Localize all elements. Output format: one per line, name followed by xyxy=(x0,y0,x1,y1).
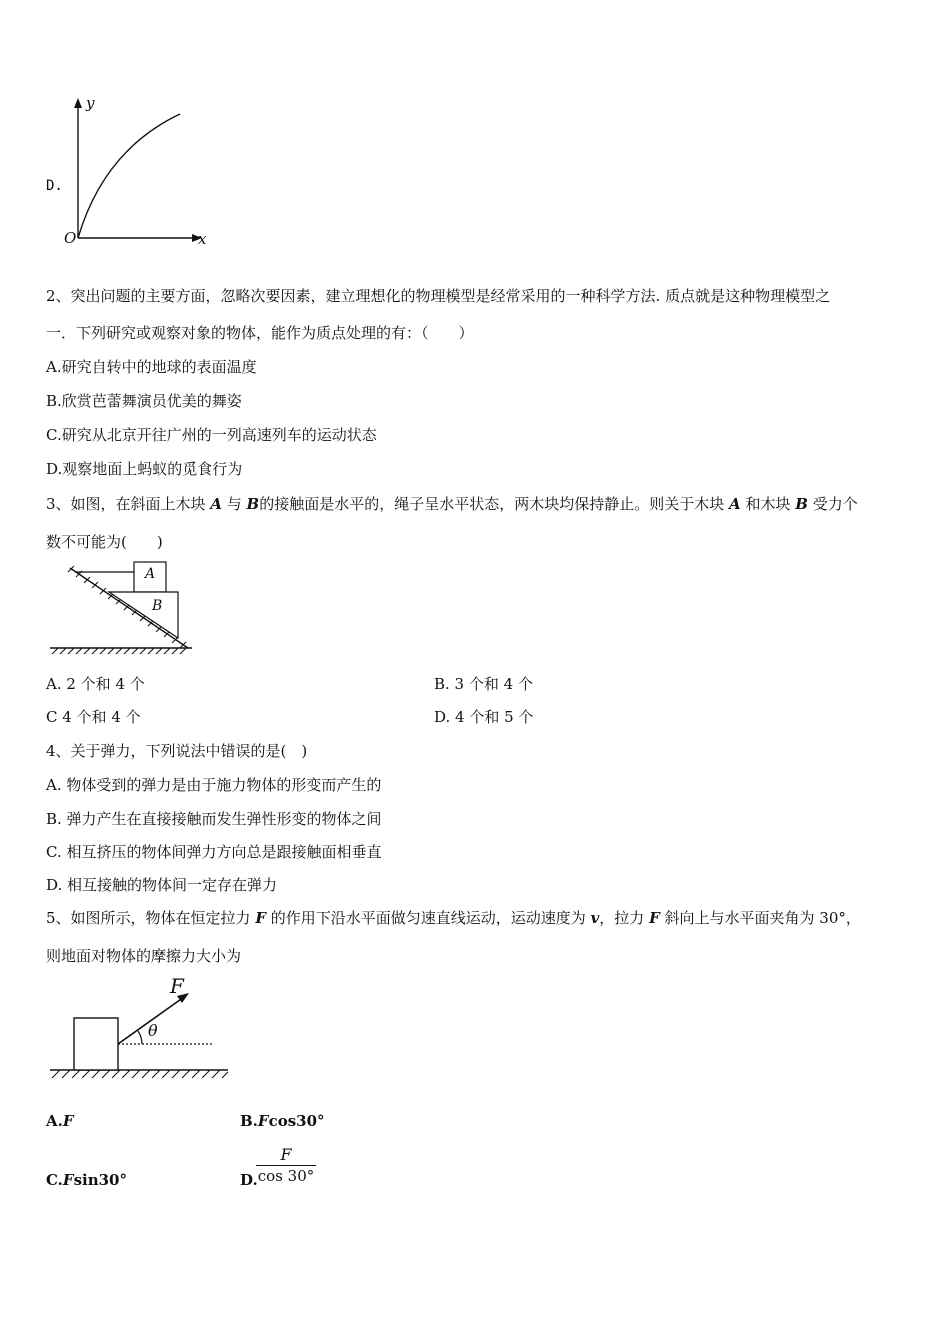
q3-stem-part3: 的接触面是水平的，绳子呈水平状态，两木块均保持静止。则关于木块 xyxy=(259,495,725,513)
q3-var-b: B xyxy=(246,495,260,513)
q5-angle-arc xyxy=(138,1031,142,1044)
q3-stem-part2: 与 xyxy=(226,495,242,513)
q3-figure-label-a: A xyxy=(145,566,156,582)
q5-ground-hatch xyxy=(52,1070,228,1078)
q5-option-b-rest: cos30° xyxy=(268,1112,325,1130)
q3-option-b: B. 3 个和 4 个 xyxy=(434,675,533,693)
q4-option-d: D. 相互接触的物体间一定存在弹力 xyxy=(46,876,278,894)
q4-stem: 4、关于弹力，下列说法中错误的是( ) xyxy=(46,742,308,760)
q5-var-f: F xyxy=(255,909,266,927)
q1-y-arrow xyxy=(74,98,82,108)
q3-var-a: A xyxy=(210,495,222,513)
q4-option-a: A. 物体受到的弹力是由于施力物体的形变而产生的 xyxy=(46,776,382,794)
q5-option-d-denominator: cos 30° xyxy=(257,1167,315,1185)
q2-option-a: A.研究自转中的地球的表面温度 xyxy=(46,358,257,376)
q2-stem-line1: 2、突出问题的主要方面，忽略次要因素，建立理想化的物理模型是经常采用的一种科学方法. 质点就是这种物理模型之 xyxy=(46,287,831,305)
q5-option-a xyxy=(46,1112,74,1130)
q5-stem-part1: 5、如图所示，物体在恒定拉力 xyxy=(46,909,251,927)
q3-option-d: D. 4 个和 5 个 xyxy=(434,708,534,726)
q2-option-c: C.研究从北京开往广州的一列高速列车的运动状态 xyxy=(46,426,377,444)
q3-var-a-2: A xyxy=(729,495,741,513)
q5-option-c-label: C. xyxy=(46,1171,63,1189)
q5-option-b xyxy=(240,1112,325,1130)
q5-option-c-rest: sin30° xyxy=(73,1171,127,1189)
q1-y-axis-label: y xyxy=(86,94,95,112)
q5-option-a-label: A. xyxy=(46,1112,63,1130)
q2-option-b: B.欣赏芭蕾舞演员优美的舞姿 xyxy=(46,392,242,410)
q5-option-d-numerator: F xyxy=(280,1145,292,1164)
q1-graph xyxy=(60,92,220,252)
q3-stem-part1: 3、如图，在斜面上木块 xyxy=(46,495,206,513)
q5-option-d-fraction xyxy=(256,1145,316,1186)
q3-stem-part4: 和木块 xyxy=(745,495,791,513)
q3-figure xyxy=(46,560,196,656)
q5-block xyxy=(74,1018,118,1070)
q5-option-b-label: B. xyxy=(240,1112,258,1130)
q5-option-b-var: F xyxy=(257,1112,269,1130)
q5-stem-part2: 的作用下沿水平面做匀速直线运动，运动速度为 xyxy=(270,909,586,927)
q5-figure-label-f: F xyxy=(170,974,184,998)
q2-stem-line2: 一．下列研究或观察对象的物体，能作为质点处理的有：（ ） xyxy=(46,324,474,342)
q1-curve xyxy=(78,114,180,238)
q1-x-axis-label: x xyxy=(198,230,207,248)
q5-option-c xyxy=(46,1171,127,1189)
q3-stem-line1 xyxy=(46,493,858,514)
q5-option-a-expr: F xyxy=(62,1112,74,1130)
q4-option-b: B. 弹力产生在直接接触而发生弹性形变的物体之间 xyxy=(46,810,382,828)
q5-stem-part4: 斜向上与水平面夹角为 30°， xyxy=(664,909,861,927)
q5-stem-line1 xyxy=(46,907,861,928)
q1-origin-label: O xyxy=(64,229,77,247)
q5-figure xyxy=(46,975,236,1085)
q5-figure-label-theta: θ xyxy=(148,1021,158,1040)
q5-stem-part3: ，拉力 xyxy=(599,909,645,927)
q3-ground-hatch xyxy=(52,648,186,654)
q3-stem-part5: 受力个 xyxy=(812,495,858,513)
q3-block-b xyxy=(109,592,178,638)
q1-option-d-label: D. xyxy=(46,178,63,194)
q3-option-a: A. 2 个和 4 个 xyxy=(46,675,145,693)
q2-option-d: D.观察地面上蚂蚁的觅食行为 xyxy=(46,460,243,478)
q3-stem-line2: 数不可能为( ) xyxy=(46,533,163,551)
q5-option-d-label: D. xyxy=(240,1171,258,1189)
q3-figure-label-b: B xyxy=(152,598,163,614)
q5-option-c-var: F xyxy=(62,1171,74,1189)
q5-stem-line2: 则地面对物体的摩擦力大小为 xyxy=(46,947,242,965)
q3-option-c: C 4 个和 4 个 xyxy=(46,708,141,726)
q5-var-v: v xyxy=(590,909,600,927)
q4-option-c: C. 相互挤压的物体间弹力方向总是跟接触面相垂直 xyxy=(46,843,382,861)
q3-var-b-2: B xyxy=(795,495,808,513)
q5-var-f-2: F xyxy=(649,909,660,927)
